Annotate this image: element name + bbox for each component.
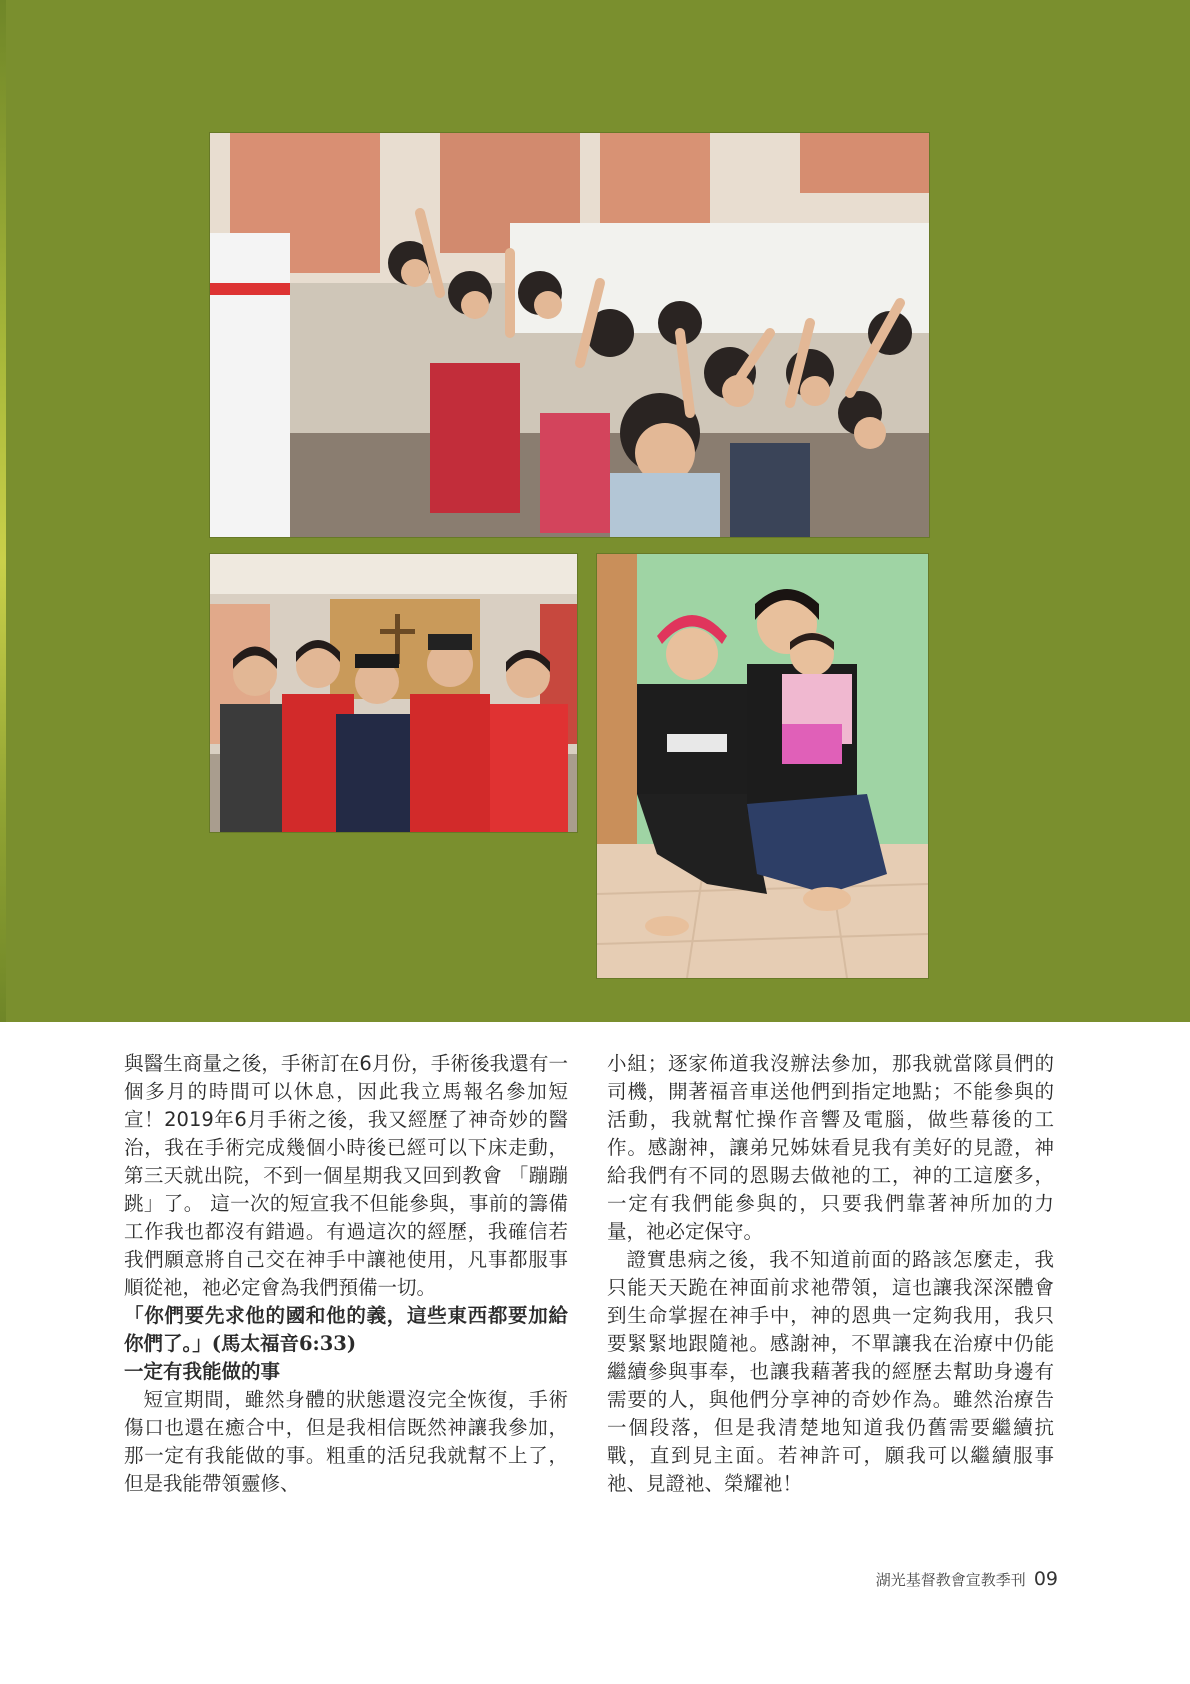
page-number: 09 xyxy=(1033,1568,1058,1590)
scripture-quote: 「你們要先求他的國和他的義，這些東西都要加給你們了。」(馬太福音6:33) xyxy=(124,1304,568,1355)
photo-children-raising-hands-image xyxy=(210,133,929,537)
article-paragraph: 與醫生商量之後，手術訂在6月份，手術後我還有一個多月的時間可以休息，因此我立馬報名參加短宣！2019年6月手術之後，我又經歷了神奇妙的醫治，我在手術完成幾個小時後已經可以下床走動，第三天就出院，不到一個星期我又回到教會 「蹦蹦跳」了。 這一次的短宣我不但能參與，事前的籌備工作我也都沒有錯過。有過這次的經歷，我確信若我們願意將自己交在神手中讓祂使用，凡事都服事順從祂，祂必定會為我們預備一切。 xyxy=(124,1052,568,1299)
section-heading: 一定有我能做的事 xyxy=(124,1360,281,1383)
article-paragraph: 證實患病之後，我不知道前面的路該怎麼走，我只能天天跪在神面前求祂帶領，這也讓我深深體會到生命掌握在神手中，神的恩典一定夠我用，我只要緊緊地跟隨祂。感謝神，不單讓我在治療中仍能繼續參與事奉，也讓我藉著我的經歷去幫助身邊有需要的人，與他們分享神的奇妙作為。雖然治療告一個段落，但是我清楚地知道我仍舊需要繼續抗戰，直到見主面。若神許可，願我可以繼續服事祂、見證祂、榮耀祂！ xyxy=(607,1248,1054,1495)
photo-children-raising-hands xyxy=(209,132,930,538)
page-edge-strip xyxy=(0,0,6,1022)
photo-women-sitting-with-baby xyxy=(596,553,929,979)
page-footer xyxy=(876,1568,1058,1590)
article-column-left xyxy=(124,1050,568,1498)
article-paragraph: 短宣期間，雖然身體的狀態還沒完全恢復，手術傷口也還在癒合中，但是我相信既然神讓我參加，那一定有我能做的事。粗重的活兒我就幫不上了，但是我能帶領靈修、 xyxy=(124,1388,568,1495)
article-paragraph: 小組；逐家佈道我沒辦法參加，那我就當隊員們的司機，開著福音車送他們到指定地點；不能參與的活動，我就幫忙操作音響及電腦，做些幕後的工作。感謝神，讓弟兄姊妹看見我有美好的見證，神給我們有不同的恩賜去做祂的工，神的工這麼多，一定有我們能參與的，只要我們靠著神所加的力量，祂必定保守。 xyxy=(607,1052,1054,1243)
photo-group-of-volunteers-image xyxy=(210,554,577,832)
photo-women-sitting-with-baby-image xyxy=(597,554,928,978)
article-column-right xyxy=(607,1050,1054,1498)
photo-group-of-volunteers xyxy=(209,553,578,833)
publication-name: 湖光基督教會宣教季刊 xyxy=(875,1571,1026,1589)
